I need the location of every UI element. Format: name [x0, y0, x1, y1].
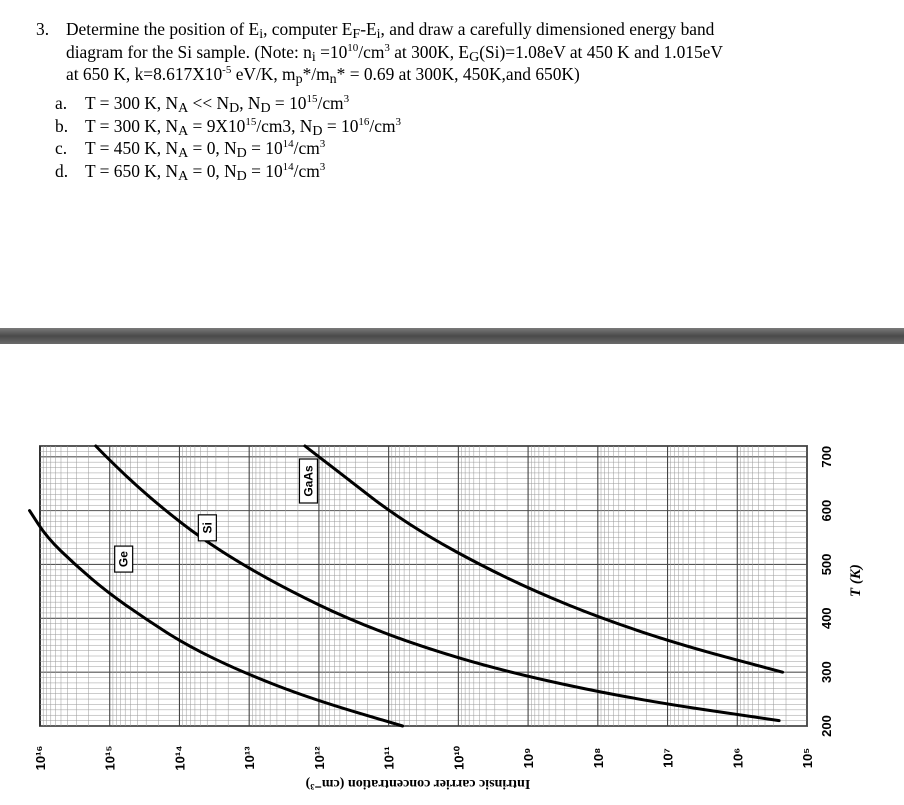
y-tick-label: 300 [819, 661, 834, 684]
series-label-si: Si [200, 522, 215, 534]
series-label-gaas: GaAs [301, 465, 316, 497]
sub-question-label: d. [55, 160, 69, 181]
x-axis-title: Intrinsic carrier concentration (cm⁻³) [305, 776, 531, 791]
sub-question-text: T = 300 K, $N_A = 9X10^{15}/cm3$, $N_D = 10^{16}/cm^3$ [85, 115, 401, 139]
sub-question-label: c. [55, 138, 68, 158]
page-divider [0, 328, 904, 344]
y-tick-label: 200 [819, 715, 834, 737]
y-axis-title: T (K) [848, 564, 864, 598]
sub-question-c [55, 137, 401, 160]
y-tick-label: 600 [819, 499, 834, 522]
x-tick-label: 10¹⁵ [102, 745, 118, 771]
y-tick-label: 400 [819, 607, 834, 630]
sub-question-text: T = 650 K, $N_A = 0$, $N_D = 10^{14}/cm^3$ [85, 160, 326, 184]
y-tick-label: 700 [819, 445, 834, 468]
series-label-ge: Ge [116, 551, 131, 568]
x-tick-label: 10¹³ [242, 746, 258, 770]
problem-text [66, 18, 866, 86]
sub-question-label: b. [55, 115, 69, 136]
y-tick-label: 500 [819, 553, 834, 576]
sub-question-d [55, 160, 401, 183]
x-tick-label: 10¹² [311, 746, 327, 770]
sub-questions [55, 92, 401, 182]
x-tick-label: 10⁸ [590, 747, 606, 769]
sub-question-b [55, 115, 401, 138]
problem-line-1: Determine the position of $E_i$, computer $E_F-E_i$, and draw a carefully dimensioned energy band [66, 19, 715, 42]
x-tick-label: 10¹⁰ [451, 745, 467, 771]
intrinsic-carrier-chart [0, 420, 904, 805]
x-tick-label: 10⁷ [660, 748, 676, 768]
problem-line-2: diagram for the Si sample. (Note: $n_i =10^{10}/cm^3$ at 300K, $E_G(Si)=1.08eV$ at 450 K and 1.015eV [66, 41, 723, 65]
x-tick-label: 10⁶ [730, 747, 746, 769]
x-tick-label: 10¹⁴ [172, 745, 188, 771]
x-tick-label: 10⁹ [521, 747, 537, 769]
sub-question-text: T = 450 K, $N_A = 0$, $N_D = 10^{14}/cm^3$ [85, 138, 326, 161]
x-tick-label: 10¹⁶ [33, 745, 48, 771]
x-tick-label: 10¹¹ [381, 746, 397, 770]
x-tick-label: 10⁵ [800, 747, 815, 769]
problem-line-3: at 650 K, $k=8.617X10^{-5}$ eV/K, $m_p*/m_n* = 0.69$ at 300K, 450K,and 650K) [66, 64, 580, 87]
sub-question-text: T = 300 K, $N_A << N_D$, $N_D = 10^{15}/cm^3$ [85, 93, 350, 116]
sub-question-a [55, 92, 401, 115]
sub-question-label: a. [55, 93, 68, 113]
problem-number: 3. [36, 19, 50, 39]
